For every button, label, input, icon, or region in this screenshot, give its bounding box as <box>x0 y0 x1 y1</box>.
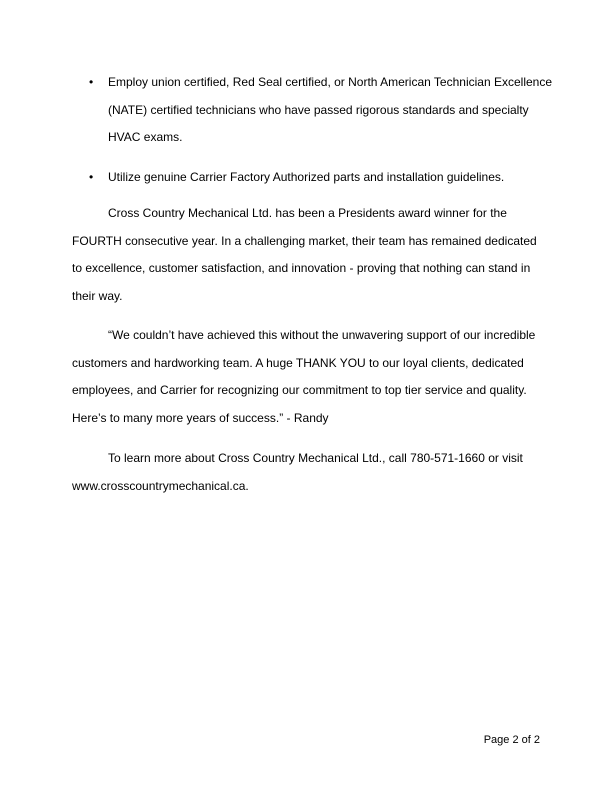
bullet-icon: • <box>89 75 94 89</box>
page-number: Page 2 of 2 <box>483 734 540 746</box>
bullet-list <box>72 69 552 203</box>
bullet-text: Employ union certified, Red Seal certified, or North American Technician Excellence (NATE) certified technicians who have passed rigorous standards and specialty HVAC exams. <box>108 75 552 144</box>
paragraph-contact: To learn more about Cross Country Mechanical Ltd., call 780-571-1660 or visit www.crosscountrymechanical.ca. <box>72 451 523 493</box>
bullet-item <box>72 164 552 192</box>
paragraph-award: Cross Country Mechanical Ltd. has been a Presidents award winner for the FOURTH consecutive year. In a challenging market, their team has remained dedicated to excellence, customer satisfaction, and innovation - proving that nothing can stand in their way. <box>72 206 537 303</box>
paragraph-quote: “We couldn’t have achieved this without the unwavering support of our incredible customers and hardworking team. A huge THANK YOU to our loyal clients, dedicated employees, and Carrier for recognizing our commitment to top tier service and quality. Here’s to many more years of success.” - Randy <box>72 328 536 425</box>
bullet-icon: • <box>89 169 94 184</box>
bullet-item <box>72 69 552 152</box>
bullet-text: Utilize genuine Carrier Factory Authorized parts and installation guidelines. <box>108 169 505 184</box>
